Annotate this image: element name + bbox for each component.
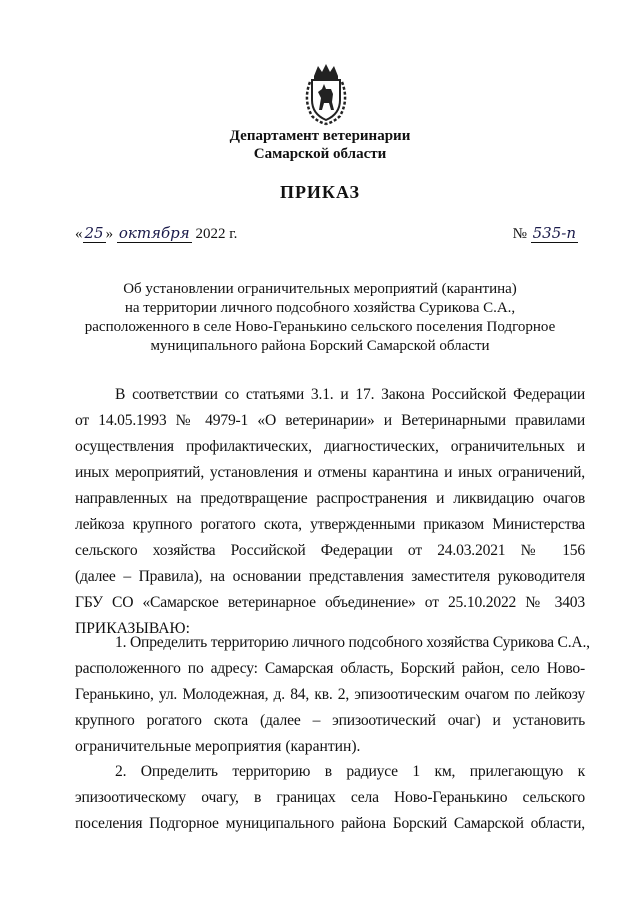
order-subject: [0, 280, 640, 356]
text-line: ГБУ СО «Самарское ветеринарное объединение» от 25.10.2022 № 3403: [75, 594, 585, 611]
item-1-paragraph: [75, 630, 590, 760]
text-line: осуществления профилактических, диагностических, ограничительных и: [75, 438, 585, 455]
text-line: Геранькино, ул. Молодежная, д. 84, кв. 2, эпизоотическим очагом по лейкозу: [75, 686, 585, 703]
subject-line: на территории личного подсобного хозяйства Сурикова С.А.,: [124, 300, 516, 316]
date-close-quote: »: [105, 226, 114, 242]
subject-line: расположенного в селе Ново-Геранькино сельского поселения Подгорное: [84, 319, 556, 335]
text-line: ограничительные мероприятия (карантин).: [75, 738, 361, 755]
text-line: 2. Определить территорию в радиусе 1 км, прилегающую к: [115, 763, 585, 780]
subject-line: Об установлении ограничительных мероприятий (карантина): [123, 281, 517, 297]
order-number: [513, 224, 578, 243]
text-line: от 14.05.1993 № 4979-1 «О ветеринарии» и Ветеринарными правилами: [75, 412, 585, 429]
date-year: 2022 г.: [195, 226, 238, 242]
text-line: сельского хозяйства Российской Федерации от 24.03.2021 № 156: [75, 542, 585, 559]
number-label: №: [512, 226, 527, 242]
order-keyword: ПРИКАЗЫВАЮ:: [75, 620, 190, 637]
order-date: [75, 224, 237, 243]
text-line: поселения Подгорное муниципального района Борский Самарской области,: [75, 815, 585, 832]
preamble-paragraph: [75, 382, 585, 642]
department-name: Департамент ветеринарии: [229, 128, 411, 144]
text-line: 1. Определить территорию личного подсобного хозяйства Сурикова С.А.,: [115, 634, 590, 651]
text-line: расположенного по адресу: Самарская область, Борский район, село Ново-: [75, 660, 585, 677]
text-line: В соответствии со статьями 3.1. и 17. Закона Российской Федерации: [115, 386, 585, 403]
samara-coat-of-arms-icon: [300, 62, 352, 126]
document-title: ПРИКАЗ: [279, 182, 361, 202]
date-open-quote: «: [75, 226, 83, 242]
date-month: октября: [118, 224, 190, 242]
department-region: Самарской области: [253, 146, 387, 162]
text-line: эпизоотическому очагу, в границах села Ново-Геранькино сельского: [75, 789, 585, 806]
text-line: (далее – Правила), на основании представления заместителя руководителя: [75, 568, 585, 585]
text-line: лейкоза крупного рогатого скота, утвержденными приказом Министерства: [75, 516, 585, 533]
item-2-paragraph: [75, 759, 585, 837]
date-day: 25: [84, 224, 104, 242]
text-line: иных мероприятий, установления и отмены карантина и иных ограничений,: [75, 464, 585, 481]
text-line: направленных на предотвращение распространения и ликвидацию очагов: [75, 490, 585, 507]
number-value: 535-п: [532, 224, 576, 242]
text-line: крупного рогатого скота (далее – эпизоотический очаг) и установить: [75, 712, 585, 729]
subject-line: муниципального района Борский Самарской области: [150, 338, 490, 354]
